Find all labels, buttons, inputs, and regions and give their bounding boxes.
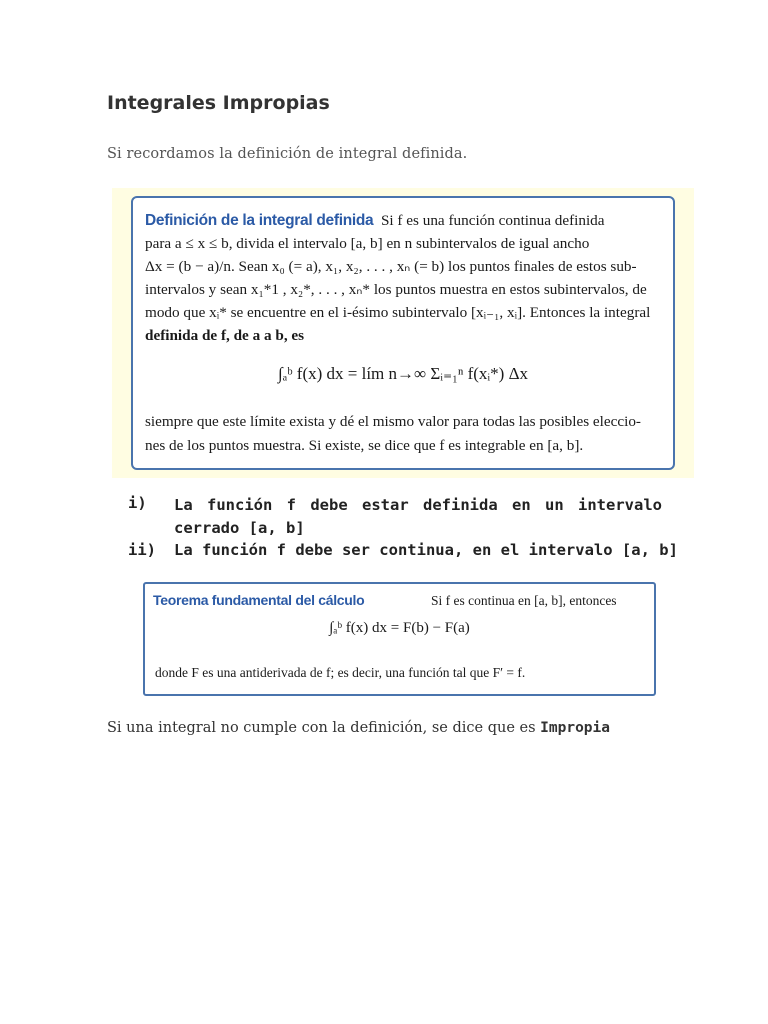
intro-paragraph: Si recordamos la definición de integral definida. [107, 146, 468, 162]
closing-emphasis: Impropia [540, 720, 610, 736]
definition-after-line-1: nes de los puntos muestra. Si existe, se dice que f es integrable en [a, b]. [145, 437, 584, 454]
condition-1-number: i) [128, 494, 147, 512]
theorem-box [143, 582, 656, 696]
definition-line-1: para a ≤ x ≤ b, divida el intervalo [a, b] en n subintervalos de igual ancho [145, 235, 590, 252]
theorem-condition: Si f es continua en [a, b], entonces [431, 593, 617, 608]
definition-line-3: intervalos y sean x₁*1 , x₂*, . . . , xₙ* los puntos muestra en estos subintervalos, de [145, 281, 647, 298]
definition-box [131, 196, 675, 470]
theorem-heading: Teorema fundamental del cálculo [153, 592, 365, 608]
theorem-formula: ∫ₐᵇ f(x) dx = F(b) − F(a) [329, 620, 470, 636]
definition-after-line-0: siempre que este límite exista y dé el mismo valor para todas las posibles eleccio- [145, 413, 641, 430]
closing-paragraph [107, 720, 610, 736]
page-title: Integrales Impropias [107, 92, 330, 114]
closing-text: Si una integral no cumple con la definición, se dice que es [107, 720, 536, 736]
condition-1-text: La función f debe estar definida en un intervalo cerrado [a, b] [174, 496, 662, 537]
definition-heading: Definición de la integral definida [145, 212, 374, 229]
definition-line-0: Si f es una función continua definida [380, 212, 605, 229]
theorem-footer: donde F es una antiderivada de f; es decir, una función tal que F′ = f. [155, 665, 526, 680]
definition-first-line [145, 209, 605, 233]
definition-line-5: definida de f, de a a b, es [145, 327, 305, 344]
definition-line-4: modo que xᵢ* se encuentre en el i-ésimo subintervalo [xᵢ₋₁, xᵢ]. Entonces la integral [145, 304, 651, 321]
definition-line-2: Δx = (b − a)/n. Sean x₀ (= a), x₁, x₂, . . . , xₙ (= b) los puntos finales de estos sub- [145, 258, 637, 275]
condition-2-number: ii) [128, 541, 156, 559]
condition-2-text: La función f debe ser continua, en el intervalo [a, b] [174, 541, 678, 559]
definite-integral-formula: ∫ₐᵇ f(x) dx = lím n→∞ Σᵢ₌₁ⁿ f(xᵢ*) Δx [277, 364, 529, 383]
